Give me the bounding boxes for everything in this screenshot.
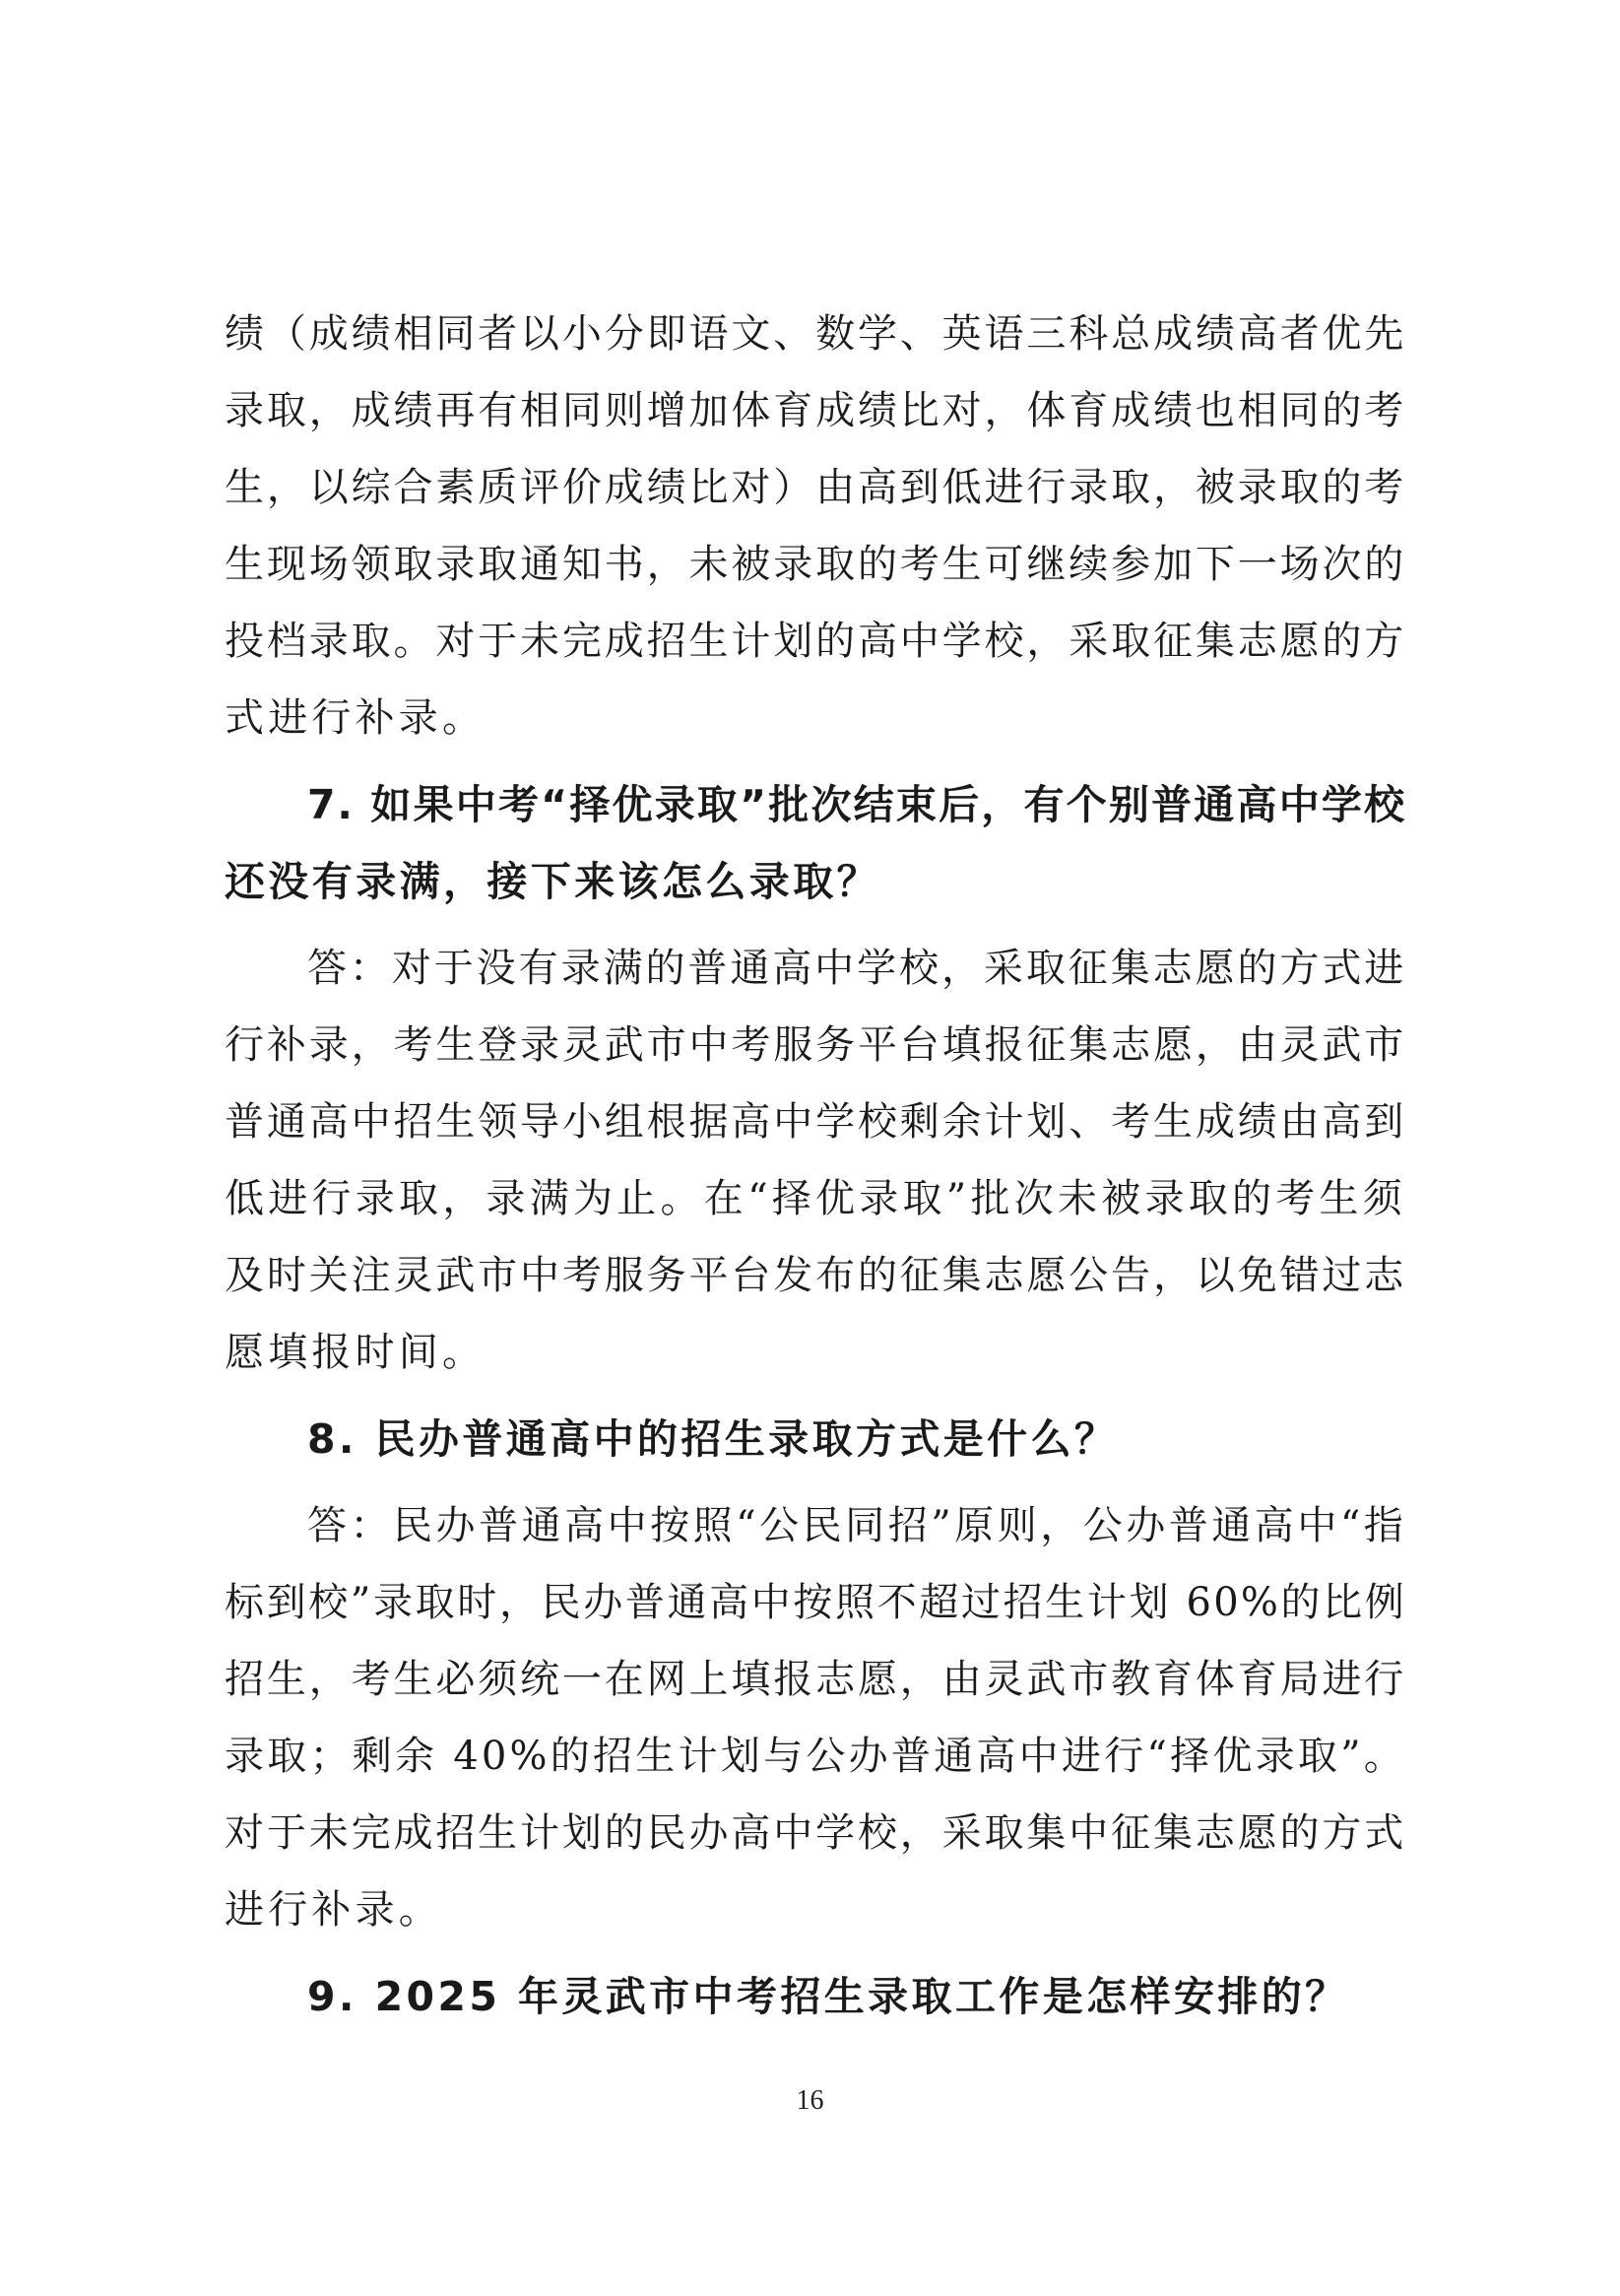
- text-line: 答：对于没有录满的普通高中学校，采取征集志愿的方式进: [307, 946, 1406, 991]
- heading-line: 还没有录满，接下来该怎么录取？: [225, 858, 880, 905]
- text-line: 生，以综合素质评价成绩比对）由高到低进行录取，被录取的考: [225, 465, 1406, 510]
- answer-paragraph-8: [225, 1487, 1406, 1948]
- text-line: 行补录，考生登录灵武市中考服务平台填报征集志愿，由灵武市: [225, 1022, 1406, 1068]
- text-line: 录取；剩余 40%的招生计划与公办普通高中进行“择优录取”。: [225, 1734, 1406, 1779]
- text-line: 标到校”录取时，民办普通高中按照不超过招生计划 60%的比例: [225, 1580, 1406, 1625]
- question-heading-7: [225, 766, 1406, 920]
- text-line: 低进行录取，录满为止。在“择优录取”批次未被录取的考生须: [225, 1176, 1406, 1221]
- text-line: 招生，考生必须统一在网上填报志愿，由灵武市教育体育局进行: [225, 1657, 1406, 1702]
- body-paragraph: [225, 295, 1406, 756]
- text-line: 对于未完成招生计划的民办高中学校，采取集中征集志愿的方式: [225, 1810, 1406, 1856]
- heading-line: 7. 如果中考“择优录取”批次结束后，有个别普通高中学校: [307, 781, 1406, 828]
- text-line: 投档录取。对于未完成招生计划的高中学校，采取征集志愿的方: [225, 619, 1406, 664]
- heading-line: 8. 民办普通高中的招生录取方式是什么？: [307, 1415, 1119, 1463]
- text-line: 录取，成绩再有相同则增加体育成绩比对，体育成绩也相同的考: [225, 388, 1406, 433]
- answer-paragraph-7: [225, 930, 1406, 1391]
- text-line: 答：民办普通高中按照“公民同招”原则，公办普通高中“指: [307, 1503, 1406, 1548]
- text-line: 及时关注灵武市中考服务平台发布的征集志愿公告，以免错过志: [225, 1253, 1406, 1298]
- text-line: 绩（成绩相同者以小分即语文、数学、英语三科总成绩高者优先: [225, 311, 1406, 357]
- heading-line: 9. 2025 年灵武市中考招生录取工作是怎样安排的？: [307, 1973, 1349, 2020]
- text-line: 普通高中招生领导小组根据高中学校剩余计划、考生成绩由高到: [225, 1099, 1406, 1145]
- page-content: [225, 295, 1406, 2035]
- question-heading-8: [225, 1401, 1406, 1477]
- text-line: 进行补录。: [225, 1887, 442, 1933]
- page-number: 16: [796, 2085, 824, 2116]
- question-heading-9: [225, 1958, 1406, 2035]
- text-line: 愿填报时间。: [225, 1330, 486, 1375]
- text-line: 生现场领取录取通知书，未被录取的考生可继续参加下一场次的: [225, 542, 1406, 587]
- text-line: 式进行补录。: [225, 695, 486, 741]
